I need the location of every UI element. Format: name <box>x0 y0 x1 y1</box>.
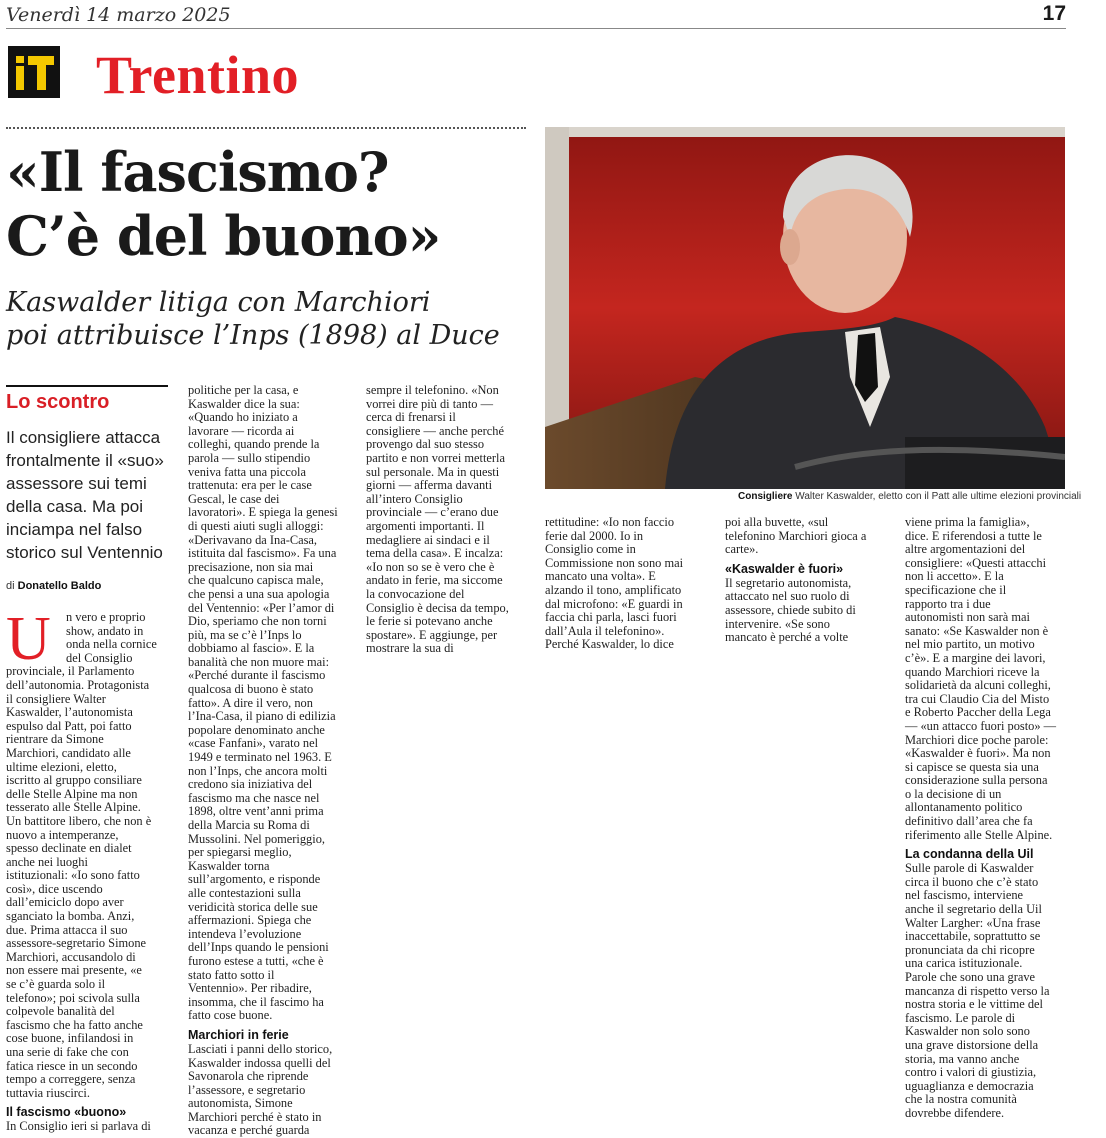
text-line: Savonarola che riprende <box>188 1069 309 1084</box>
text-line: tuttavia riuscirci. <box>6 1085 90 1100</box>
text-line: «case Fanfani», varato nel <box>188 736 319 751</box>
text-line: assessore, chiede subito di <box>725 602 856 617</box>
text-line: vorrei dire più di tanto — <box>366 396 493 411</box>
text-line: inaccettabile, soprattutto se <box>905 929 1041 944</box>
text-line: autonomisti non sarà mai <box>905 610 1030 625</box>
text-line: ferie dal 2000. Io in <box>545 528 644 543</box>
text-line: il consigliere Walter <box>6 691 106 706</box>
text-line: due. Prima attacca il suo <box>6 922 128 937</box>
text-line: credono sia iniziativa del <box>188 777 313 792</box>
text-line: partito e non vorrei metterla <box>366 450 505 465</box>
text-line: faccia chi parla, lasci fuori <box>545 610 677 625</box>
sidebar-line: inciampa nel falso <box>6 520 143 539</box>
text-line: mostrare la sua di <box>366 641 454 656</box>
subheadline-line-1: Kaswalder litiga con Marchiori <box>6 287 431 318</box>
text-line: «Quando ho iniziato a <box>188 410 298 425</box>
text-line: specificazione che il <box>905 582 1007 597</box>
text-line: rientrare da Simone <box>6 732 104 747</box>
text-line: contro i valori di giustizia, <box>905 1065 1037 1080</box>
text-line: non l’Inps, che ancora molti <box>188 763 328 778</box>
sidebar-line: frontalmente il «suo» <box>6 451 164 470</box>
text-line: fatto». A dire il vero, non <box>188 695 313 710</box>
text-line: Lasciati i panni dello storico, <box>188 1041 333 1056</box>
text-line: nel mio partito, un motivo <box>905 637 1035 652</box>
sidebar-line: assessore sui temi <box>6 474 147 493</box>
text-line: considerazione sulla persona <box>905 773 1048 788</box>
text-line: carte». <box>725 542 759 557</box>
text-line: banalità che non muore mai: <box>188 654 330 669</box>
headline-line-1: «Il fascismo? <box>6 140 389 204</box>
text-line: cerca di frenarsi il <box>366 410 456 425</box>
text-line: provengo dal suo stesso <box>366 437 485 452</box>
text-line: istituzionali: «Io sono fatto <box>6 868 140 883</box>
page-number: 17 <box>1042 2 1066 25</box>
text-line: rapporto tra i due <box>905 596 991 611</box>
subheading: Marchiori in ferie <box>188 1027 289 1042</box>
text-line: colleghi, quando prende la <box>188 437 320 452</box>
headline <box>6 140 536 268</box>
text-line: sul personale. Ma in questi <box>366 464 500 479</box>
text-line: della Marcia su Roma di <box>188 818 310 832</box>
text-line: qualcosa di buono è stato <box>188 682 314 697</box>
text-line: che qualcuno capisca male, <box>188 573 324 588</box>
text-line: Parole che sono una grave <box>905 970 1036 984</box>
text-line: così», dice uscendo <box>6 881 103 896</box>
text-line: popolare denominato anche <box>188 722 325 737</box>
text-line: «Perché durante il fascismo <box>188 668 326 683</box>
issue-date: Venerdì 14 marzo 2025 <box>6 4 231 26</box>
header-rule <box>6 28 1066 29</box>
text-line: una serie di fake che con <box>6 1045 129 1059</box>
text-line: riferimento alle Stelle Alpine. <box>905 827 1053 842</box>
text-line: nostra storia e le vittime del <box>905 997 1043 1012</box>
article-column-2 <box>188 384 353 1138</box>
text-line: solidarietà da alcuni colleghi, <box>905 678 1051 693</box>
subheadline <box>6 286 536 352</box>
text-line: che pensi a una sua apologia <box>188 586 330 601</box>
article-column-6 <box>905 516 1070 1121</box>
text-line: spesso declinate en dialet <box>6 841 132 856</box>
text-line: del Consiglio <box>66 650 133 665</box>
caption-text: Walter Kaswalder, eletto con il Patt alle ultime elezioni provinciali <box>795 491 1082 502</box>
text-line: lavorare — ricorda ai <box>188 423 295 438</box>
text-line: dovrebbe difendere. <box>905 1105 1005 1120</box>
text-line: dell’autonomia. Protagonista <box>6 677 150 692</box>
subheading: «Kaswalder è fuori» <box>725 561 844 576</box>
text-line: nel fascismo, interviene <box>905 888 1024 903</box>
text-line: allontanamento politico <box>905 800 1023 815</box>
text-line: cose buone, infilandosi in <box>6 1031 134 1046</box>
text-line: n vero e proprio <box>66 610 146 624</box>
text-line: Marchiori perché è stato in <box>188 1109 322 1124</box>
text-line: una carica istituzionale. <box>905 956 1023 971</box>
portrait-illustration <box>545 127 1065 489</box>
subheading: Il fascismo «buono» <box>6 1105 127 1120</box>
text-line: argomenti importanti. Il <box>366 518 485 533</box>
text-line: insomma, che il fascimo ha <box>188 994 324 1009</box>
text-line: all’intero Consiglio <box>366 491 463 506</box>
text-line: fatica riesce in un secondo <box>6 1058 138 1073</box>
text-line: uguaglianza e democrazia <box>905 1078 1034 1093</box>
text-line: anche nei luoghi <box>6 854 88 869</box>
text-line: si capisce se questa sia una <box>905 759 1039 774</box>
drop-cap: U <box>6 605 51 673</box>
byline-prefix: di <box>6 580 15 592</box>
article-column-1 <box>6 605 174 1134</box>
text-line: onda nella cornice <box>66 637 157 652</box>
text-line: Kaswalder dice la sua: <box>188 396 300 411</box>
text-line: non li accetto». E la <box>905 569 1004 584</box>
text-line: lavoratori». E spiega la genesi <box>188 505 338 520</box>
newspaper-logo-icon <box>8 46 60 98</box>
text-line: Consiglio come in <box>545 542 636 557</box>
text-line: o la decisione di un <box>905 786 1002 801</box>
text-line: dall’Aula il telefonino». <box>545 623 665 638</box>
text-line: intendeva l’evoluzione <box>188 926 302 941</box>
text-line: provinciale, il Parlamento <box>6 664 135 679</box>
text-line: 1898, oltre vent’anni prima <box>188 804 324 819</box>
text-line: Perché Kaswalder, lo dice <box>545 637 674 652</box>
article-column-4 <box>545 516 710 652</box>
text-line: mancato è perché a volte <box>725 630 849 645</box>
text-line: fascismo. Le parole di <box>905 1010 1016 1025</box>
text-line: e Roberto Paccher della Lega <box>905 705 1051 720</box>
text-line: la convocazione del <box>366 586 465 601</box>
text-line: c’è». E a margine dei lavori, <box>905 650 1046 665</box>
text-line: In Consiglio ieri si parlava di <box>6 1119 151 1134</box>
text-line: tempo a correggere, senza <box>6 1072 136 1087</box>
text-line: più, ma se c’è l’Inps lo <box>188 627 302 642</box>
text-line: consigliere — anche perché <box>366 423 504 438</box>
text-line: sanato: «Se Kaswalder non è <box>905 623 1049 638</box>
text-line: di questi aiuti sugli alloggi: <box>188 518 324 533</box>
article-column-3 <box>366 384 531 656</box>
text-line: fascismo ma che nasce nel <box>188 790 320 805</box>
text-line: istituita dal fascismo». Fa una <box>188 546 337 561</box>
text-line: — «un attacco fuori posto» — <box>905 718 1057 733</box>
text-line: «Io non so se è vero che è <box>366 559 495 574</box>
text-line: viene prima la famiglia», <box>905 515 1030 529</box>
text-line: Gescal, le case dei <box>188 491 280 506</box>
text-line: parola — sullo stipendio <box>188 450 311 465</box>
text-line: Ventennio». Per ribadire, <box>188 981 312 996</box>
text-line: Kaswalder indossa quelli del <box>188 1055 331 1070</box>
text-line: Il segretario autonomista, <box>725 575 852 590</box>
text-line: del Ventennio: «Per l’amor di <box>188 600 335 615</box>
text-line: Mussolini. Nel pomeriggio, <box>188 831 325 846</box>
text-line: le ferie si potevano anche <box>366 614 493 629</box>
text-line: Un battitore libero, che non è <box>6 813 152 828</box>
text-line: show, andato in <box>66 623 144 638</box>
text-line: Kaswalder non solo sono <box>905 1024 1030 1039</box>
text-line: dall’emiciclo dopo aver <box>6 895 124 910</box>
text-line: tesserato alle Stelle Alpine. <box>6 800 141 815</box>
article-photo <box>545 127 1065 489</box>
text-line: tema della casa». E incalza: <box>366 546 504 561</box>
text-line: nuovo a intemperanze, <box>6 827 119 842</box>
text-line: assessore-segretario Simone <box>6 936 147 951</box>
text-line: alle contestazioni sulla <box>188 885 301 900</box>
text-line: pronunciata da chi ricopre <box>905 942 1035 957</box>
text-line: Kaswalder, l’autonomista <box>6 705 133 720</box>
text-line: «Derivavano da Ina-Casa, <box>188 532 318 547</box>
byline-author: Donatello Baldo <box>17 580 102 592</box>
text-line: sempre il telefonino. «Non <box>366 383 499 397</box>
text-line: telefonino Marchiori gioca a <box>725 528 867 543</box>
text-line: l’assessore, e segretario <box>188 1082 306 1097</box>
text-line: quando Marchiori riceve la <box>905 664 1040 679</box>
text-line: provinciale — c’erano due <box>366 505 499 520</box>
text-line: fatto cose buone. <box>188 1008 273 1023</box>
sidebar-line: Il consigliere attacca <box>6 428 161 447</box>
text-line: poi alla buvette, «sul <box>725 515 829 529</box>
text-line: mancanza di rispetto verso la <box>905 983 1050 998</box>
text-line: mancato una volta». E <box>545 569 656 584</box>
section-title: Trentino <box>96 45 300 105</box>
text-line: giorni — afferma davanti <box>366 478 493 493</box>
byline <box>6 580 101 592</box>
text-line: telefono»; poi scivola sulla <box>6 990 140 1005</box>
text-line: rettitudine: «Io non faccio <box>545 515 675 529</box>
text-line: una grave distorsione della <box>905 1037 1039 1052</box>
text-line: altre argomentazioni del <box>905 542 1026 557</box>
text-line: spostare». E aggiunge, per <box>366 627 498 642</box>
text-line: tra cui Claudio Cia del Misto <box>905 691 1050 706</box>
text-line: politiche per la casa, e <box>188 383 299 397</box>
text-line: dell’Inps quando le pensioni <box>188 940 329 955</box>
text-line: Walter Largher: «Una frase <box>905 915 1041 930</box>
text-line: l’Ina-Casa, il piano di edilizia <box>188 709 336 724</box>
text-line: circa il buono che c’è stato <box>905 874 1039 889</box>
text-line: precisazione, non sia mai <box>188 559 314 574</box>
text-line: colpevole banalità del <box>6 1004 115 1019</box>
text-line: stato fatto sotto il <box>188 967 275 982</box>
sidebar-text <box>6 426 174 564</box>
text-line: andato in ferie, ma siccome <box>366 573 503 588</box>
text-line: Commissione non sono mai <box>545 555 684 570</box>
text-line: furono estese a tutti, «che è <box>188 953 324 968</box>
text-line: trattenuta: era per le case <box>188 478 312 493</box>
text-line: non essere mai presente, «e <box>6 963 142 978</box>
headline-line-2: C’è del buono» <box>6 204 441 268</box>
text-line: «Kaswalder è fuori». Ma non <box>905 746 1051 761</box>
text-line: dal microfono: «E guardi in <box>545 596 683 611</box>
text-line: dobbiamo al fascio». E la <box>188 641 315 656</box>
text-line: sganciato la bomba. Anzi, <box>6 909 135 924</box>
text-line: delle Stelle Alpine ma non <box>6 786 138 801</box>
text-line: fascismo che ha fatto anche <box>6 1017 143 1032</box>
text-line: 1949 e terminato nel 1963. E <box>188 750 332 765</box>
text-line: veniva fatta una piccola <box>188 464 306 479</box>
text-line: ultime elezioni, eletto, <box>6 759 117 774</box>
text-line: Dio, speriamo che non torni <box>188 614 327 629</box>
sidebar-line: della casa. Ma poi <box>6 497 144 516</box>
photo-caption <box>738 491 1082 502</box>
sidebar-title: Lo scontro <box>6 391 110 413</box>
dotted-divider <box>6 127 526 129</box>
text-line: Marchiori, accusandolo di <box>6 949 136 964</box>
text-line: che la nostra comunità <box>905 1092 1017 1107</box>
text-line: vacanza e perché guarda <box>188 1123 310 1138</box>
text-line: intervenire. «Se sono <box>725 616 830 631</box>
text-line: Sulle parole di Kaswalder <box>905 861 1034 876</box>
text-line: iscritto al gruppo consiliare <box>6 773 142 788</box>
text-line: affermazioni. Spiega che <box>188 913 312 928</box>
text-line: Kaswalder torna <box>188 858 270 873</box>
sidebar-rule <box>6 385 168 387</box>
caption-label: Consigliere <box>738 491 793 502</box>
subheadline-line-2: poi attribuisce l’Inps (1898) al Duce <box>6 320 500 351</box>
sidebar-line: storico sul Ventennio <box>6 543 163 562</box>
text-line: medagliere ai sindaci e il <box>366 532 490 547</box>
text-line: storia, ma vanno anche <box>905 1051 1020 1066</box>
text-line: veridicità storica delle sue <box>188 899 318 914</box>
text-line: Marchiori dice poche parole: <box>905 732 1049 747</box>
text-line: attaccato nel suo ruolo di <box>725 589 850 604</box>
text-line: consigliere: «Questi attacchi <box>905 555 1047 570</box>
text-line: dice. E riferendosi a tutte le <box>905 528 1042 543</box>
text-line: anche il segretario della Uil <box>905 902 1042 917</box>
subheading: La condanna della Uil <box>905 847 1034 862</box>
text-line: sull’argomento, e risponde <box>188 872 321 887</box>
text-line: se c’è guarda solo il <box>6 977 106 992</box>
text-line: alzando il tono, amplificato <box>545 582 682 597</box>
text-line: Marchiori, candidato alle <box>6 745 131 760</box>
text-line: espulso dal Patt, poi fatto <box>6 718 132 733</box>
article-column-5 <box>725 516 890 645</box>
text-line: definitivo dall’area che fa <box>905 814 1033 829</box>
text-line: autonomista, Simone <box>188 1096 293 1111</box>
text-line: Consiglio è decisa da tempo, <box>366 600 509 615</box>
text-line: per spiegarsi meglio, <box>188 845 292 860</box>
